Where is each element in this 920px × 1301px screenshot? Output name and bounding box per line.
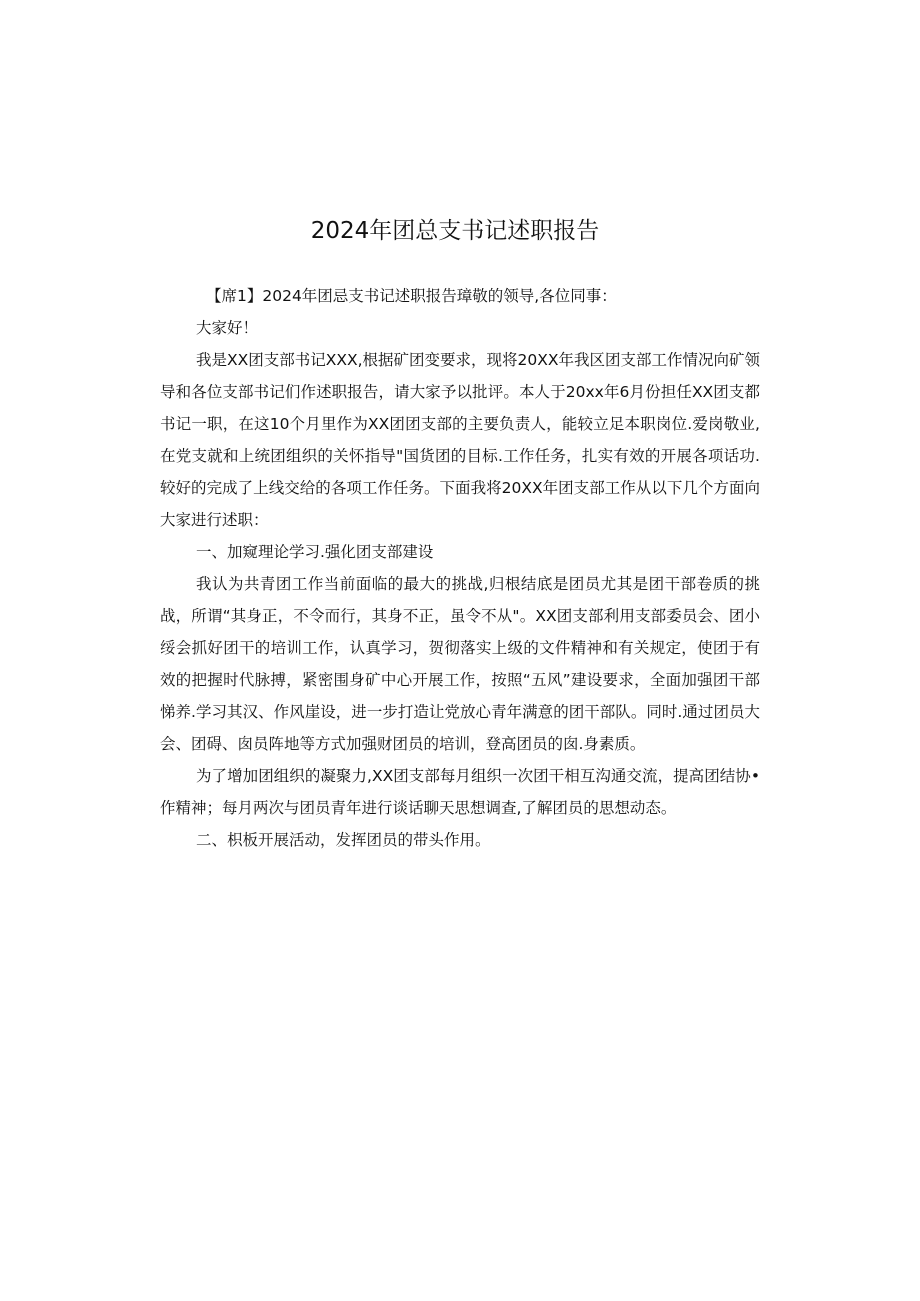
intro-paragraph: 我是XX团支部书记XXX,根据矿团变要求，现将20XX年我区团支部工作情况向矿领导和各位支部书记们作述职报告，请大家予以批评。本人于20xx年6月份担任XX团支都书记一职，在这10个月里作为XX团团支部的主要负责人，能较立足本职岗位.爱岗敬业,在党支就和上统团组织的关怀指导"国货团的目标.工作任务，扎实有效的开展各项话功.较好的完成了上线交给的各项工作任务。下面我将20XX年团支部工作从以下几个方面向大家进行述职： [160, 351, 760, 529]
section-heading-1: 一、加窥理论学习.强化团支部建设 [196, 543, 434, 561]
section-heading-2: 二、枳板开展活动，发挥团员的带头作用。 [196, 831, 491, 849]
document-body [160, 280, 760, 856]
section-1-paragraph: 我认为共青团工作当前面临的最大的挑战,归根结底是团员尤其是团干部卷质的挑战，所谓“其身正，不令而行，其身不正，虽令不从"。XX团支部利用支部委员会、团小绥会抓好团干的培训工作，认真学习，贺彻落实上级的文件精神和有关规定，使团于有效的把握时代脉搏，紧密围身矿中心开展工作，按照“五风”建设要求，全面加强团干部悌养.学习其汉、作风崖设，进一步打造让党放心青年满意的团干部队。同时.通过团员大会、团碍、囱员阵地等方式加强财团员的培训，登高团员的囱.身素质。 [160, 575, 760, 753]
cohesion-paragraph: 为了增加团组织的凝聚力,XX团支部每月组织一次团干相互沟通交流，提高团结协•作精神；每月两次与团员青年进行谈话聊天思想调查,了解团员的思想动态。 [160, 767, 760, 817]
salutation-paragraph: 【席1】2024年团忌支书记述职报告璋敬的领导,各位同事： [206, 287, 617, 305]
document-title: 2024年团总支书记述职报告 [310, 218, 600, 244]
greeting-paragraph: 大家好！ [196, 319, 259, 337]
